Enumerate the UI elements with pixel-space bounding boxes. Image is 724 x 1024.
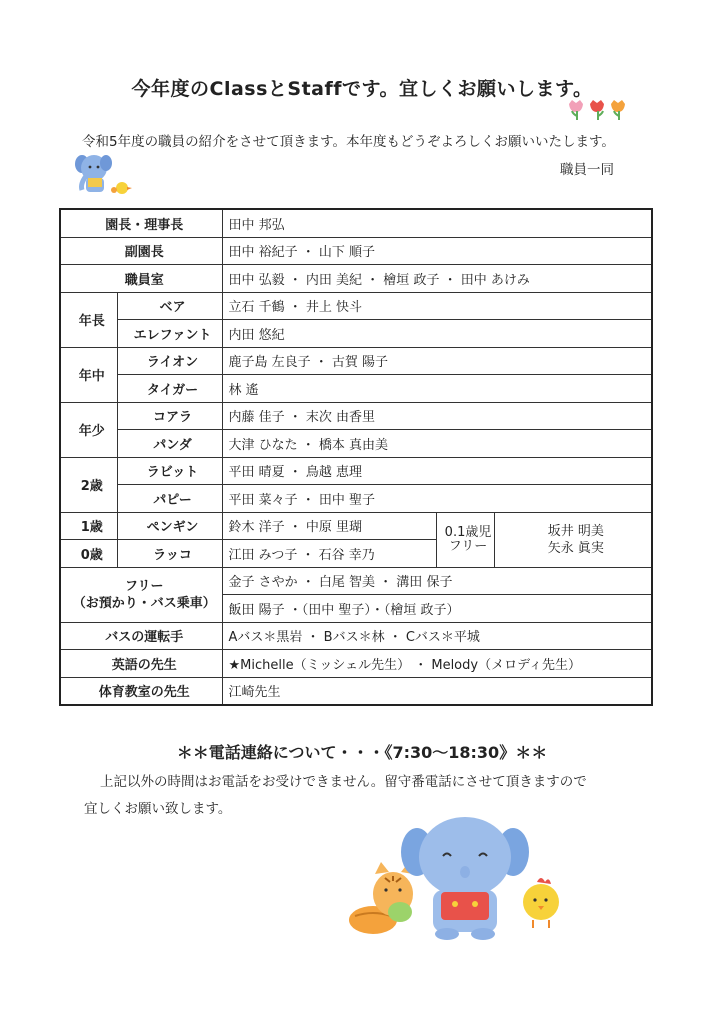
- grade-label: 年少: [60, 402, 117, 457]
- phone-text-line2: 宜しくお願い致します。: [84, 801, 232, 817]
- table-row: [60, 567, 652, 595]
- table-row: [60, 650, 652, 678]
- staff-cell: 田中 裕紀子 ・ 山下 順子: [222, 237, 652, 265]
- small-elephant-icon: [72, 150, 138, 198]
- staff-cell: 田中 弘毅 ・ 内田 美紀 ・ 檜垣 政子 ・ 田中 あけみ: [222, 265, 652, 293]
- free-line2: （お預かり・バス乗車）: [72, 595, 216, 611]
- row-label: 園長・理事長: [60, 209, 222, 237]
- class-name: コアラ: [117, 402, 222, 430]
- phone-text-line1: 上記以外の時間はお電話をお受けできません。留守番電話にさせて頂きますので: [100, 774, 587, 790]
- staff-cell: ★Michelle（ミッシェル先生） ・ Melody（メロディ先生）: [222, 650, 652, 678]
- page-title: 今年度のClassとStaffです。宜しくお願いします。: [131, 78, 593, 100]
- elephant-icon: [401, 817, 529, 940]
- table-row: [60, 677, 652, 705]
- grade-label: 1歳: [60, 512, 117, 540]
- table-row: [60, 209, 652, 237]
- staff-cell: Aバス＊黒岩 ・ Bバス＊林 ・ Cバス＊平城: [222, 622, 652, 650]
- table-row: [60, 375, 652, 403]
- row-label: 体育教室の先生: [60, 677, 222, 705]
- table-row: [60, 292, 652, 320]
- squirrel-icon: [349, 862, 413, 934]
- row-label: 副園長: [60, 237, 222, 265]
- class-name: パンダ: [117, 430, 222, 458]
- animals-illustration: [345, 812, 575, 942]
- baby-free-staff: [494, 512, 652, 567]
- table-row: [60, 512, 652, 540]
- class-name: タイガー: [117, 375, 222, 403]
- baby-free-staff2: 矢永 眞実: [547, 540, 604, 556]
- table-row: [60, 622, 652, 650]
- class-name: ライオン: [117, 347, 222, 375]
- class-name: ラビット: [117, 457, 222, 485]
- staff-table: [59, 208, 653, 706]
- class-name: パピー: [117, 485, 222, 513]
- baby-free-line2: フリー: [448, 538, 488, 554]
- staff-cell: 大津 ひなた ・ 橋本 真由美: [222, 430, 652, 458]
- class-name: ラッコ: [117, 540, 222, 568]
- table-row: [60, 485, 652, 513]
- baby-free-label: [436, 512, 494, 567]
- staff-cell: 飯田 陽子 ・（田中 聖子）・（檜垣 政子）: [222, 595, 652, 623]
- staff-cell: 林 遙: [222, 375, 652, 403]
- phone-heading: ＊＊電話連絡について・・・《7:30～18:30》＊＊: [176, 743, 548, 762]
- staff-cell: 平田 菜々子 ・ 田中 聖子: [222, 485, 652, 513]
- intro-text: 令和5年度の職員の紹介をさせて頂きます。本年度もどうぞよろしくお願いいたします。: [82, 134, 615, 150]
- table-row: [60, 347, 652, 375]
- row-label: バスの運転手: [60, 622, 222, 650]
- staff-cell: 江崎先生: [222, 677, 652, 705]
- table-row: [60, 430, 652, 458]
- table-row: [60, 402, 652, 430]
- table-row: [60, 237, 652, 265]
- staff-cell: 鈴木 洋子 ・ 中原 里瑚: [222, 512, 436, 540]
- grade-label: 年長: [60, 292, 117, 347]
- baby-free-line1: 0.1歳児: [444, 524, 492, 540]
- staff-cell: 平田 晴夏 ・ 鳥越 恵理: [222, 457, 652, 485]
- baby-free-staff1: 坂井 明美: [547, 523, 604, 539]
- staff-cell: 立石 千鶴 ・ 井上 快斗: [222, 292, 652, 320]
- row-label: 職員室: [60, 265, 222, 293]
- table-row: [60, 320, 652, 348]
- tulip-orange-icon: [611, 100, 625, 120]
- staff-cell: 江田 みつ子 ・ 石谷 幸乃: [222, 540, 436, 568]
- table-row: [60, 265, 652, 293]
- tulip-red-icon: [590, 100, 604, 120]
- grade-label: 年中: [60, 347, 117, 402]
- staff-cell: 内藤 佳子 ・ 末次 由香里: [222, 402, 652, 430]
- chick-icon: [523, 878, 559, 928]
- row-label: 英語の先生: [60, 650, 222, 678]
- signature: 職員一同: [560, 162, 614, 178]
- table-row: [60, 457, 652, 485]
- tulip-pink-icon: [569, 100, 583, 120]
- class-name: ペンギン: [117, 512, 222, 540]
- class-name: エレファント: [117, 320, 222, 348]
- staff-cell: 鹿子島 左良子 ・ 古賀 陽子: [222, 347, 652, 375]
- staff-cell: 内田 悠紀: [222, 320, 652, 348]
- class-name: ベア: [117, 292, 222, 320]
- free-label: [60, 567, 222, 622]
- staff-cell: 金子 さやか ・ 白尾 智美 ・ 溝田 保子: [222, 567, 652, 595]
- grade-label: 0歳: [60, 540, 117, 568]
- free-line1: フリー: [125, 578, 164, 594]
- staff-cell: 田中 邦弘: [222, 209, 652, 237]
- grade-label: 2歳: [60, 457, 117, 512]
- tulip-icons: [568, 96, 634, 122]
